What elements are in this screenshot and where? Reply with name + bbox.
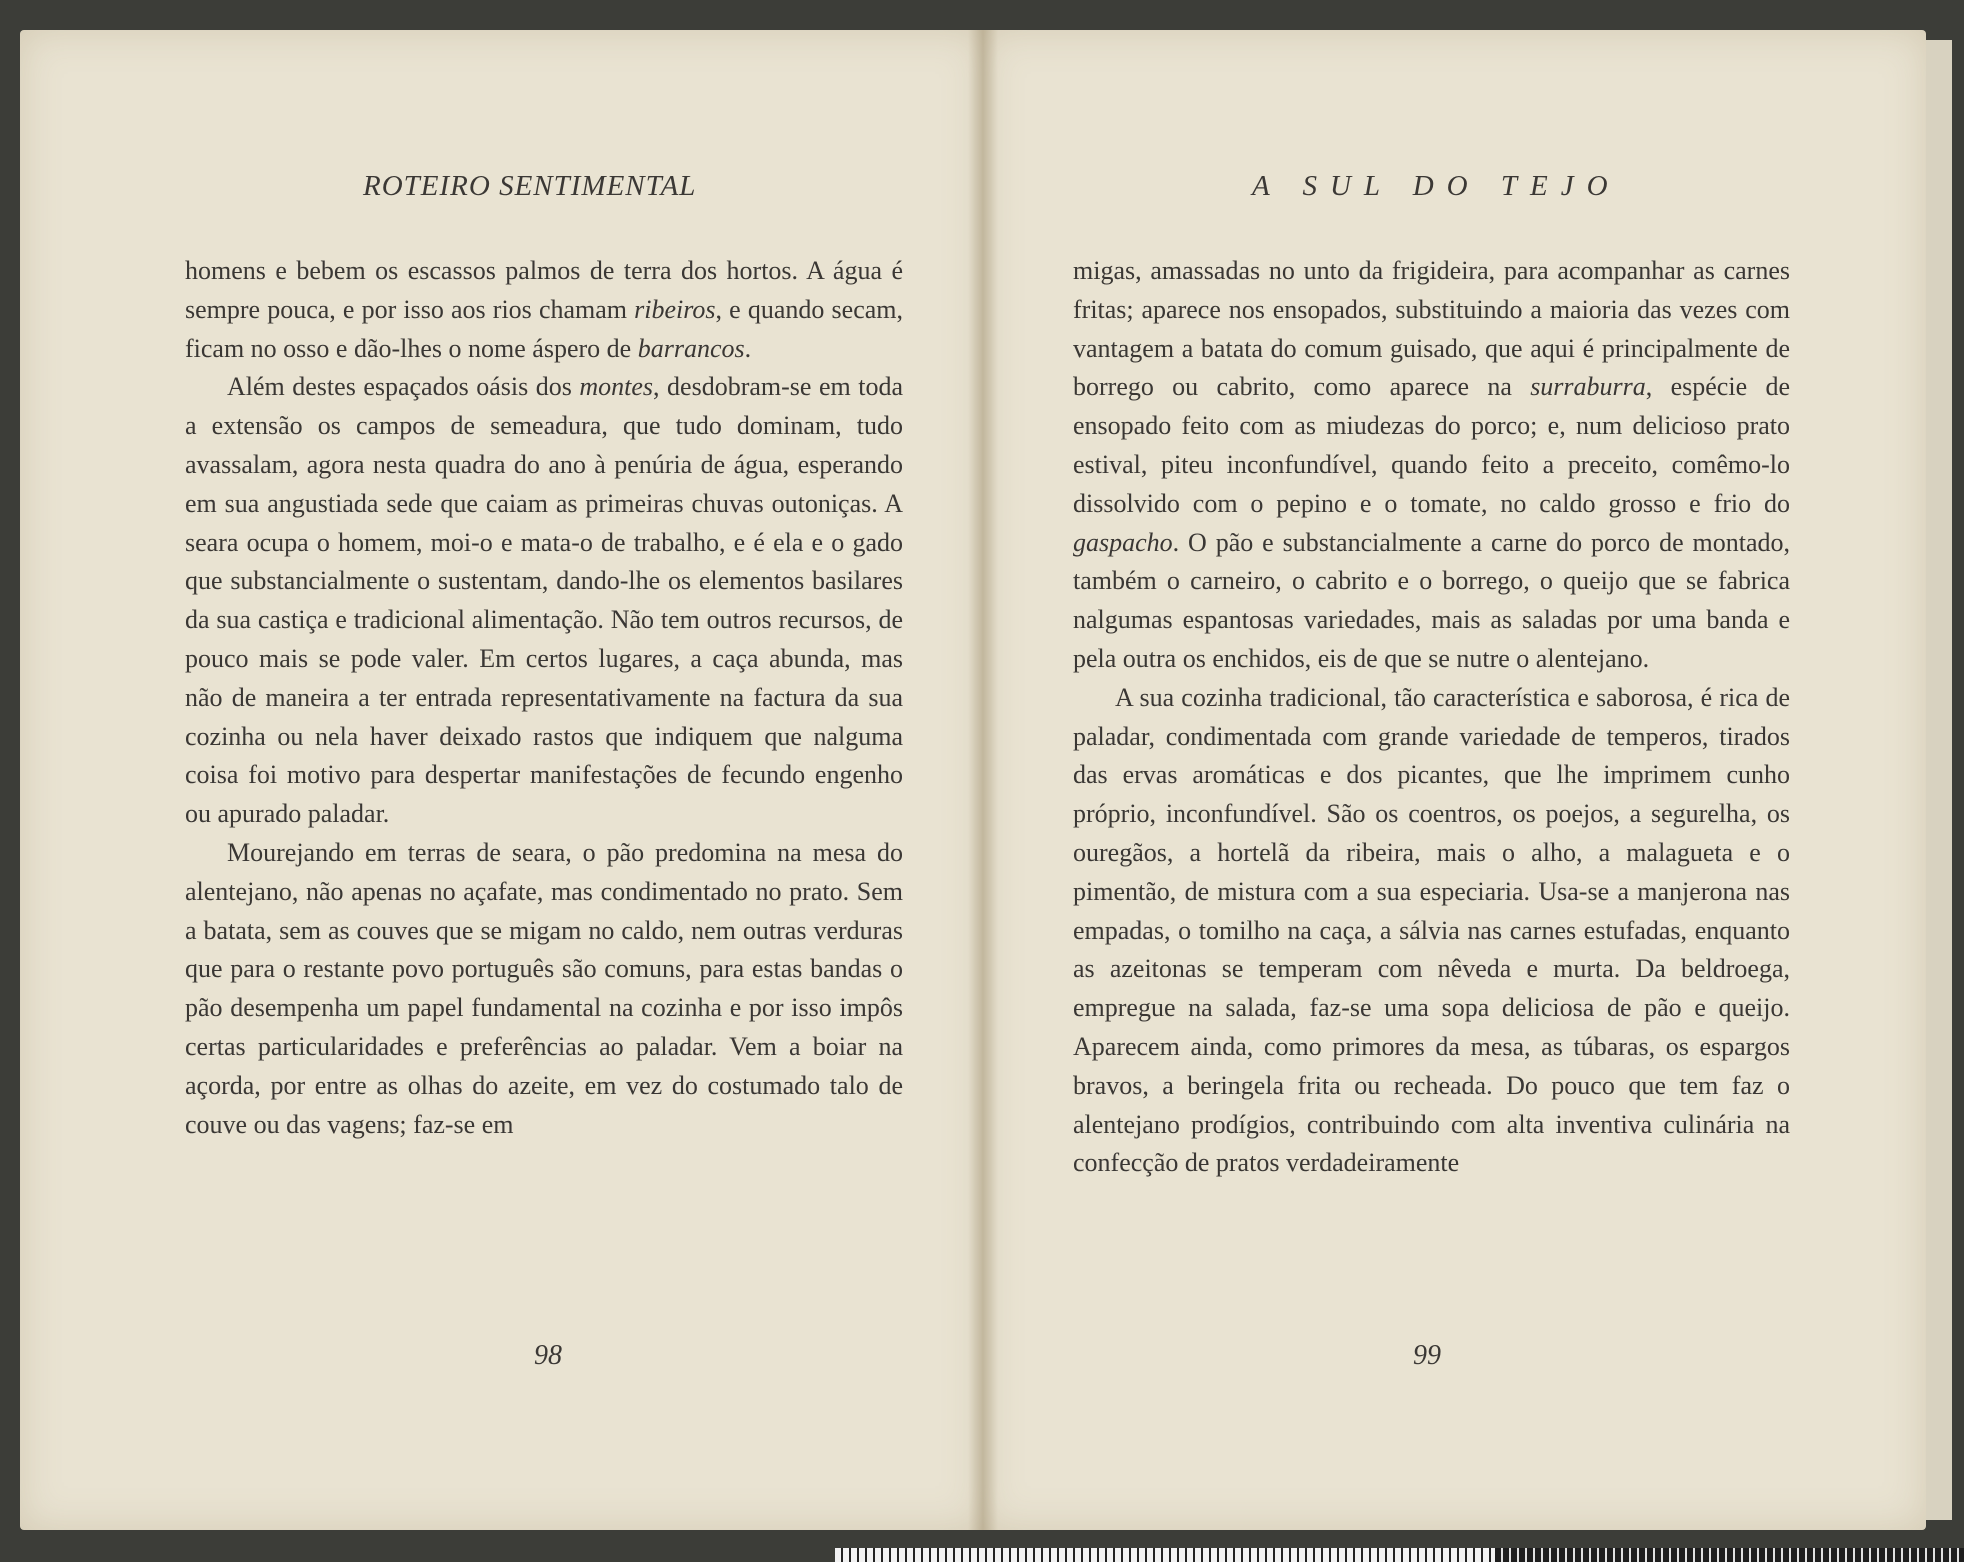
italic-term: barrancos	[637, 333, 745, 363]
italic-term: ribeiros	[634, 294, 716, 324]
text-run: , desdobram-se em toda a extensão os campos de semeadura, que tudo dominam, tudo avassalam, agora nesta quadra do ano à penúria de água, esperando em sua angustiada sede que caiam as primeiras chuvas outoniças. A seara ocupa o homem, moi-o e mata-o de trabalho, e é ela e o gado que substancialmente o sustentam, dando-lhe os elementos basilares da sua castiça e tradicional alimentação. Não tem outros recursos, de pouco mais se pode valer. Em certos lugares, a caça abunda, mas não de maneira a ter entrada representativamente na factura da sua cozinha ou nela haver deixado rastos que indiquem que nalguma coisa foi motivo para despertar manifestações de fecundo engenho ou apurado paladar.	[185, 372, 903, 829]
paragraph	[185, 368, 903, 834]
italic-term: gaspacho	[1073, 527, 1173, 557]
text-run: , e quando secam, ficam no osso e dão-lhes o nome áspero de	[185, 294, 904, 363]
paragraph	[185, 834, 903, 1144]
right-running-header: A SUL DO TEJO	[1252, 170, 1621, 202]
text-run: . O pão e substancialmente a carne do porco de montado, também o carneiro, o cabrito e o borrego, o queijo que se fabrica nalgumas espantosas variedades, mais as saladas por uma banda e pela outra os enchidos, eis de que se nutre o alentejano.	[1073, 527, 1790, 673]
paragraph	[1073, 252, 1790, 679]
right-body-text	[1073, 252, 1790, 1183]
text-run: A sua cozinha tradicional, tão característica e saborosa, é rica de paladar, condimentada com grande variedade de temperos, tirados das ervas aromáticas e dos picantes, que lhe imprimem cunho próprio, inconfundível. São os coentros, os poejos, a segurelha, os ouregãos, a hortelã da ribeira, mais o alho, a malagueta e o pimentão, de mistura com a sua especiaria. Usa-se a manjerona nas empadas, o tomilho na caça, a sálvia nas carnes estufadas, enquanto as azeitonas se temperam com nêveda e murta. Da beldroega, empregue na salada, faz-se uma sopa deliciosa de pão e queijo. Aparecem ainda, como primores da mesa, as túbaras, os espargos bravos, a beringela frita ou recheada. Do pouco que tem faz o alentejano prodígios, contribuindo com alta inventiva culinária na confecção de pratos verdadeiramente	[1073, 682, 1790, 1178]
text-run: , espécie de ensopado feito com as miudezas do porco; e, num delicioso prato estival, piteu inconfundível, quando feito a preceito, comêmo-lo dissolvido com o pepino e o tomate, no caldo grosso e frio do	[1073, 372, 1790, 518]
left-running-header: ROTEIRO SENTIMENTAL	[363, 170, 697, 202]
italic-term: surraburra	[1530, 372, 1646, 402]
text-run: migas, amassadas no unto da frigideira, para acompanhar as carnes fritas; aparece nos ensopados, substituindo a maioria das vezes com vantagem a batata do comum guisado, que aqui é principalmente de borrego ou cabrito, como aparece na	[1073, 256, 1790, 402]
left-body-text	[185, 252, 903, 1144]
page-edge	[1926, 40, 1952, 1520]
scale-ruler-dark	[1495, 1548, 1964, 1562]
book-gutter	[968, 30, 998, 1530]
text-run: homens e bebem os escassos palmos de terra dos hortos. A água é sempre pouca, e por isso aos rios chamam	[185, 256, 903, 324]
text-run: .	[744, 333, 752, 363]
italic-term: montes	[579, 372, 654, 402]
left-page-number: 98	[534, 1340, 562, 1371]
paragraph	[185, 252, 903, 368]
right-page-number: 99	[1413, 1340, 1441, 1371]
text-run: Além destes espaçados oásis dos	[227, 372, 580, 402]
text-run: Mourejando em terras de seara, o pão predomina na mesa do alentejano, não apenas no açafate, mas condimentado no prato. Sem a batata, sem as couves que se migam no caldo, nem outras verduras que para o restante povo português são comuns, para estas bandas o pão desempenha um papel fundamental na cozinha e por isso impôs certas particularidades e preferências ao paladar. Vem a boiar na açorda, por entre as olhas do azeite, em vez do costumado talo de couve ou das vagens; faz-se em	[185, 837, 903, 1139]
paragraph	[1073, 679, 1790, 1183]
